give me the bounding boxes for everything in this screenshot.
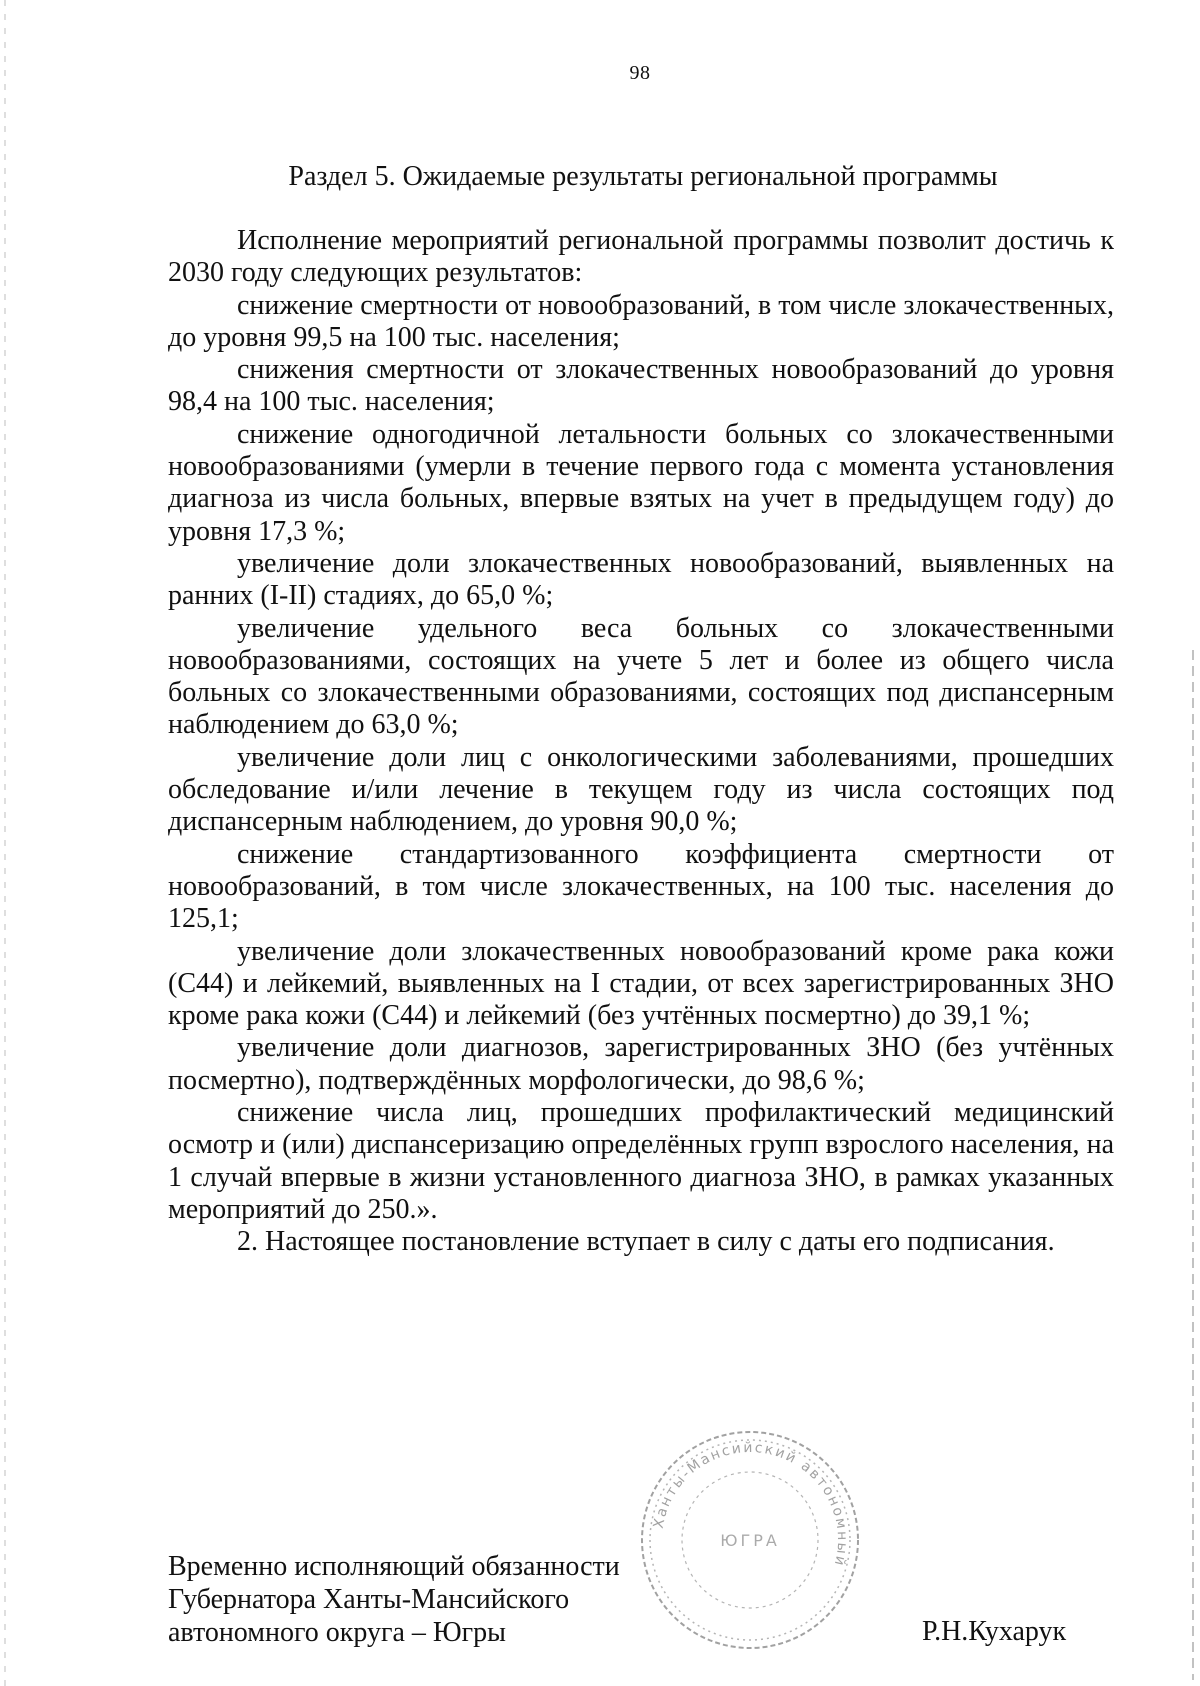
paragraph: увеличение доли злокачественных новообразований, выявленных на ранних (I-II) стадиях, до 65,0 %; — [168, 547, 1114, 612]
official-stamp-icon — [635, 1425, 865, 1655]
paragraph: снижение стандартизованного коэффициента смертности от новообразований, в том числе злокачественных, на 100 тыс. населения до 125,1; — [168, 838, 1114, 935]
scan-edge-right — [1192, 650, 1194, 1680]
scan-edge-left — [4, 0, 6, 1686]
page-number: 98 — [629, 62, 651, 84]
signature-position-line: автономного округа – Югры — [168, 1617, 506, 1648]
paragraph: снижения смертности от злокачественных новообразований до уровня 98,4 на 100 тыс. населения; — [168, 354, 1114, 418]
signature-position-line: Временно исполняющий обязанности — [168, 1551, 620, 1582]
stamp-center-text: ЮГРА — [720, 1531, 780, 1550]
signature-position-line: Губернатора Ханты-Мансийского — [168, 1584, 570, 1615]
signer-name: Р.Н.Кухарук — [922, 1616, 1067, 1647]
paragraph: увеличение доли диагнозов, зарегистрированных ЗНО (без учтённых посмертно), подтверждённых морфологически, до 98,6 %; — [168, 1032, 1114, 1096]
body-text — [168, 225, 1114, 1259]
section-title: Раздел 5. Ожидаемые результаты региональной программы — [288, 161, 998, 192]
signature-position — [168, 1550, 620, 1649]
paragraph: увеличение удельного веса больных со злокачественными новообразованиями, состоящих на учете 5 лет и более из общего числа больных со злокачественными образованиями, состоящих под диспансерным наблюдением до 63,0 %; — [168, 612, 1114, 741]
paragraph: увеличение доли лиц с онкологическими заболеваниями, прошедших обследование и/или лечение в текущем году из числа состоящих под диспансерным наблюдением, до уровня 90,0 %; — [168, 741, 1114, 838]
paragraph: снижение одногодичной летальности больных со злокачественными новообразованиями (умерли в течение первого года с момента установления диагноза из числа больных, впервые взятых на учет в предыдущем году) до уровня 17,3 %; — [168, 418, 1114, 547]
paragraph: снижение смертности от новообразований, в том числе злокачественных, до уровня 99,5 на 100 тыс. населения; — [168, 289, 1114, 353]
paragraph: 2. Настоящее постановление вступает в силу с даты его подписания. — [237, 1226, 1055, 1258]
paragraph: Исполнение мероприятий региональной программы позволит достичь к 2030 году следующих результатов: — [168, 225, 1114, 289]
stamp-ring-text: Ханты-Мансийский автономный — [650, 1439, 851, 1569]
paragraph: увеличение доли злокачественных новообразований кроме рака кожи (С44) и лейкемий, выявленных на I стадии, от всех зарегистрированных ЗНО кроме рака кожи (С44) и лейкемий (без учтённых посмертно) до 39,1 %; — [168, 935, 1114, 1032]
paragraph: снижение числа лиц, прошедших профилактический медицинский осмотр и (или) диспансеризацию определённых групп взрослого населения, на 1 случай впервые в жизни установленного диагноза ЗНО, в рамках указанных мероприятий до 250.». — [168, 1097, 1114, 1225]
